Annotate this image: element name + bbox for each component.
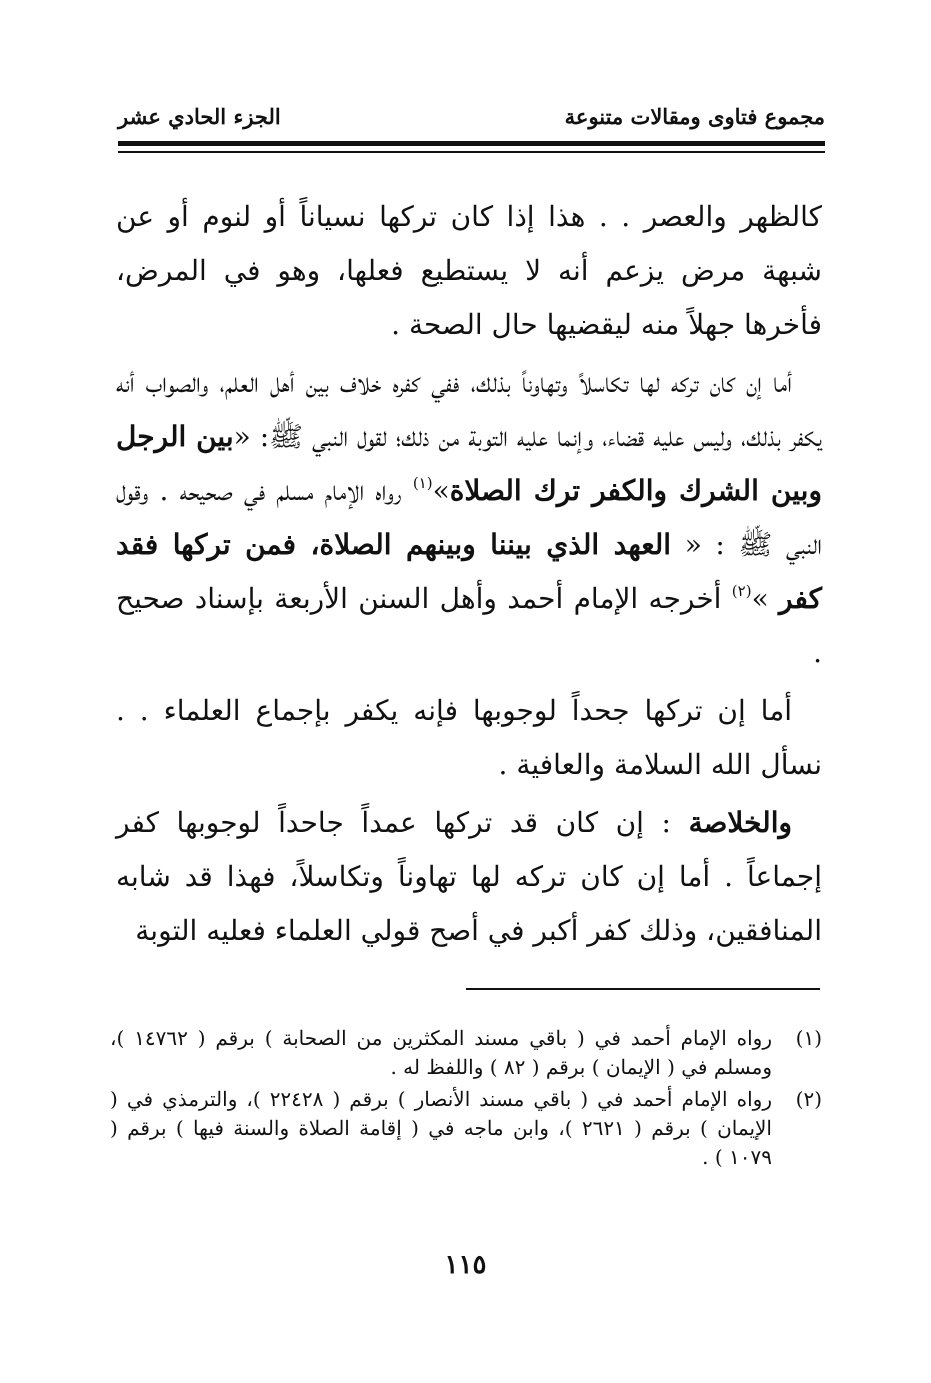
running-header <box>118 104 825 134</box>
footnote-text: رواه الإمام أحمد في ( باقي مسند الأنصار ) برقم ( ٢٢٤٢٨ )، والترمذي في ( الإيمان ) برقم ( ٢٦٢١ )، وابن ماجه في ( إقامة الصلاة والسنة فيها ) برقم ( ١٠٧٩ ) . <box>110 1087 772 1169</box>
paragraph-2-text-b: » <box>432 474 450 507</box>
paragraph-2 <box>116 356 822 680</box>
paragraph-4-text: : إن كان قد تركها عمداً جاحداً لوجوبها كفر إجماعاً . أما إن كان تركه لها تهاوناً وتكاسلاً، فهذا قد شابه المنافقين، وذلك كفر أكبر في أصح قولي العلماء فعليه التوبة <box>116 806 822 947</box>
footnotes <box>110 1024 822 1175</box>
paragraph-2-text-a: أما إن كان تركه لها تكاسلاً وتهاوناً بذلك، ففي كفره خلاف بين أهل العلم، والصواب أنه يكفر بذلك، وليس عليه قضاء، وإنما عليه التوبة من ذلك؛ لقول النبي ﷺ: « <box>116 366 822 453</box>
footnote-text: رواه الإمام أحمد في ( باقي مسند المكثرين من الصحابة ) برقم ( ١٤٧٦٢ )، ومسلم في ( الإيمان ) برقم ( ٨٢ ) واللفظ له . <box>110 1026 772 1079</box>
paragraph-4 <box>116 796 822 958</box>
summary-label: والخلاصة <box>688 806 792 839</box>
header-rule-thick <box>118 141 825 146</box>
paragraph-3-text: أما إن تركها جحداً لوجوبها فإنه يكفر بإجماع العلماء . . نسأل الله السلامة والعافية . <box>116 694 822 781</box>
paragraph-1: كالظهر والعصر . . هذا إذا كان تركها نسياناً أو لنوم أو عن شبهة مرض يزعم أنه لا يستطيع فعلها، وهو في المرض، فأخرها جهلاً منه ليقضيها حال الصحة . <box>116 200 822 341</box>
book-title: مجموع فتاوى ومقالات متنوعة <box>564 104 825 129</box>
paragraph-2-text-c: رواه الإمام مسلم في صحيحه . وقول النبي ﷺ : « <box>116 474 822 561</box>
hadith-quote-2: العهد الذي بيننا وبينهم الصلاة، فمن تركها فقد كفر <box>116 528 822 615</box>
footnote-ref-2[interactable]: (٢) <box>731 582 752 600</box>
footnote-ref-1[interactable]: (١) <box>412 474 433 492</box>
paragraph-2-text-e: أخرجه الإمام أحمد وأهل السنن الأربعة بإسناد صحيح . <box>116 582 822 669</box>
footnote-number: (٢) <box>795 1087 822 1111</box>
hadith-quote-1: بين الرجل وبين الشرك والكفر ترك الصلاة <box>116 420 822 507</box>
page-number: ١١٥ <box>444 1250 487 1280</box>
footnote-number: (١) <box>795 1026 822 1050</box>
paragraph-3 <box>116 684 822 792</box>
header-rule-thin <box>118 151 825 153</box>
footnote-1 <box>110 1024 822 1082</box>
main-text <box>116 190 822 958</box>
volume-label: الجزء الحادي عشر <box>118 104 281 129</box>
paragraph-2-text-d: » <box>751 582 780 615</box>
footnote-2 <box>110 1085 822 1172</box>
footnote-separator <box>466 988 820 990</box>
